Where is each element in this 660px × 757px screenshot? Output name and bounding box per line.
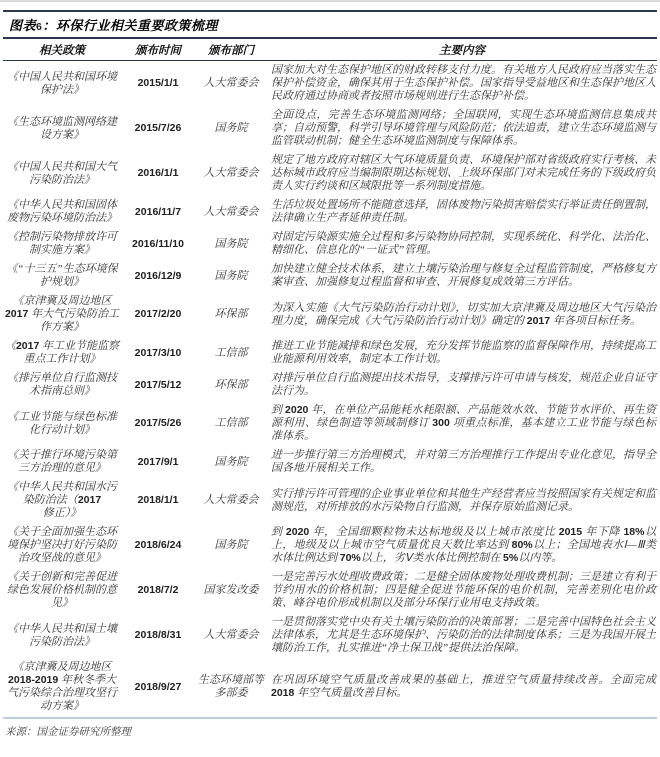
figure-title: 图表6：环保行业相关重要政策梳理 <box>9 18 218 33</box>
table-row <box>3 61 657 107</box>
column-header-date: 颁布时间 <box>121 39 195 61</box>
dept-cell: 环保部 <box>214 378 248 391</box>
content-cell: 国家加大对生态保护地区的财政转移支付力度。有关地方人民政府应当落实生态保护补偿资金，确保其用于生态保护补偿。国家指导受益地区和生态保护地区人民政府通过协商或者按照市场规则进行生态保护补偿。 <box>271 64 656 102</box>
column-header-dept: 颁布部门 <box>195 39 267 61</box>
policy-cell: 《关于推行环境污染第三方治理的意见》 <box>7 449 117 474</box>
policy-cell: 《中华人民共和国水污染防治法（2017 修正）》 <box>7 481 117 519</box>
policy-table-body <box>3 61 657 717</box>
policy-cell: 《“十三五”生态环境保护规划》 <box>6 263 118 288</box>
policy-cell: 《中华人民共和国固体废物污染环境防治法》 <box>7 199 117 224</box>
table-row <box>3 658 657 716</box>
content-cell: 生活垃圾处置场所不能随意选择，固体废物污染损害赔偿实行举证责任倒置制，法律确立生产者延伸责任制。 <box>271 199 656 224</box>
table-row <box>3 337 657 369</box>
column-header-content: 主要内容 <box>267 39 657 61</box>
table-row <box>3 613 657 658</box>
content-cell: 对排污单位自行监测提出技术指导，支撑排污许可申请与核发，规范企业自证守法行为。 <box>271 372 656 397</box>
source-row <box>3 717 657 740</box>
table-row <box>3 228 657 260</box>
date-cell: 2016/12/9 <box>134 269 182 282</box>
dept-cell: 工信部 <box>214 346 248 359</box>
policy-cell: 《工业节能与绿色标准化行动计划》 <box>7 410 117 436</box>
table-row <box>3 292 657 337</box>
dept-cell: 国家发改委 <box>203 584 259 596</box>
date-cell: 2017/3/10 <box>134 346 182 359</box>
policy-cell: 《中国人民共和国大气污染防治法》 <box>7 160 117 186</box>
table-row <box>3 478 657 523</box>
dept-cell: 国务院 <box>214 122 248 134</box>
content-cell: 在巩固环境空气质量改善成果的基础上，推进空气质量持续改善。全面完成 2018 年空气质量改善目标。 <box>271 674 656 699</box>
table-row <box>3 260 657 292</box>
date-cell: 2017/5/26 <box>134 417 182 429</box>
policy-cell: 《中国人民共和国环境保护法》 <box>7 70 117 96</box>
policy-cell: 《2017 年工业节能监察重点工作计划》 <box>4 340 120 365</box>
column-header-policy: 相关政策 <box>3 39 121 61</box>
date-cell: 2018/8/31 <box>134 629 182 641</box>
content-cell: 规定了地方政府对辖区大气环境质量负责、环境保护部对省级政府实行考核、未达标城市政府应当编制限期达标规划、上级环保部门对未完成任务的下级政府负责人实行约谈和区域限批等一系列制度措施。 <box>271 154 656 192</box>
policy-cell: 《排污单位自行监测技术指南总则》 <box>7 372 117 397</box>
content-cell: 实行排污许可管理的企业事业单位和其他生产经营者应当按照国家有关规定和监测规范，对所排放的水污染物自行监测，并保存原始监测记录。 <box>271 487 656 513</box>
dept-cell: 环保部 <box>214 308 248 320</box>
dept-cell: 国务院 <box>214 455 248 468</box>
date-cell: 2018/6/24 <box>134 539 182 551</box>
content-cell: 为深入实施《大气污染防治行动计划》，切实加大京津冀及周边地区大气污染治理力度，确保完成《大气污染防治行动计划》确定的 2017 年各项目标任务。 <box>271 301 656 327</box>
table-row <box>3 151 657 196</box>
dept-cell: 人大常委会 <box>203 205 259 218</box>
content-cell: 对固定污染源实施全过程和多污染物协同控制，实现系统化、科学化、法治化、精细化、信息化的“一证式”管理。 <box>271 231 656 256</box>
dept-cell: 人大常委会 <box>203 77 259 89</box>
figure-block <box>3 10 657 740</box>
content-cell: 加快建立健全技术体系，建立土壤污染治理与修复全过程监管制度，严格修复方案审查、加强修复过程监督和审查、开展修复成效第三方评估。 <box>271 263 656 288</box>
table-row <box>3 568 657 613</box>
content-cell: 一是贯彻落实党中央有关土壤污染防治的决策部署；二是完善中国特色社会主义法律体系，尤其是生态环境保护、污染防治的法律制度体系；三是为我国开展土壤防治工作，扎实推进“净土保卫战”提供法治保障。 <box>271 616 656 654</box>
figure-title-row <box>3 10 657 39</box>
policy-cell: 《控制污染物排放许可制实施方案》 <box>7 231 117 256</box>
date-cell: 2016/11/7 <box>134 205 182 218</box>
date-cell: 2017/9/1 <box>137 455 179 468</box>
content-cell: 进一步推行第三方治理模式，并对第三方治理推行工作提出专业化意见，指导全国各地开展相关工作。 <box>271 449 656 474</box>
date-cell: 2015/1/1 <box>137 77 179 89</box>
date-cell: 2018/7/2 <box>137 584 179 596</box>
dept-cell: 人大常委会 <box>203 629 259 641</box>
dept-cell: 工信部 <box>214 417 248 429</box>
policy-cell: 《中华人民共和国土壤污染防治法》 <box>7 622 117 648</box>
policy-cell: 《生态环境监测网络建设方案》 <box>7 115 117 141</box>
content-cell: 到 2020 年，在单位产品能耗水耗限额、产品能效水效、节能节水评价、再生资源利用、绿色制造等领域制修订 300 项重点标准，基本建立工业节能与绿色标准体系。 <box>271 404 657 442</box>
table-row <box>3 446 657 478</box>
date-cell: 2017/5/12 <box>134 378 182 391</box>
dept-cell: 国务院 <box>214 269 248 282</box>
date-cell: 2015/7/26 <box>134 122 182 134</box>
table-header-row <box>3 39 657 61</box>
table-row <box>3 106 657 151</box>
dept-cell: 人大常委会 <box>203 167 259 179</box>
policy-cell: 《关于创新和完善促进绿色发展价格机制的意见》 <box>7 571 117 609</box>
policy-cell: 《关于全面加强生态环境保护坚决打好污染防治攻坚战的意见》 <box>7 526 117 564</box>
dept-cell: 生态环境部等多部委 <box>198 674 264 699</box>
content-cell: 一是完善污水处理收费政策；二是健全固体废物处理收费机制；三是建立有利于节约用水的价格机制；四是健全促进节能环保的电价机制，完善差别化电价政策、峰谷电价形成机制以及部分环保行业用电支持政策。 <box>271 571 656 609</box>
policy-cell: 《京津冀及周边地区 2018-2019 年秋冬季大气污染综合治理攻坚行动方案》 <box>7 661 117 712</box>
policy-table <box>3 39 657 716</box>
dept-cell: 人大常委会 <box>203 494 259 506</box>
content-cell: 全面设点，完善生态环境监测网络；全国联网，实现生态环境监测信息集成共享；自动预警，科学引导环境管理与风险防范；依法追责，建立生态环境监测与监管联动机制；健全生态环境监测制度与保障体系。 <box>271 109 656 147</box>
table-row <box>3 401 657 446</box>
date-cell: 2018/9/27 <box>134 680 182 693</box>
policy-cell: 《京津冀及周边地区 2017 年大气污染防治工作方案》 <box>4 295 120 333</box>
date-cell: 2017/2/20 <box>134 308 182 320</box>
table-row <box>3 523 657 568</box>
table-row <box>3 369 657 401</box>
content-cell: 推进工业节能减排和绿色发展，充分发挥节能监察的监督保障作用，持续提高工业能源利用效率，制定本工作计划。 <box>271 340 656 365</box>
dept-cell: 国务院 <box>214 539 248 551</box>
date-cell: 2018/1/1 <box>137 494 179 506</box>
date-cell: 2016/1/1 <box>137 167 179 179</box>
source-note: 来源：国金证券研究所整理 <box>5 727 131 738</box>
table-row <box>3 196 657 228</box>
date-cell: 2016/11/10 <box>132 237 184 250</box>
content-cell: 到 2020 年，全国细颗粒物未达标地级及以上城市浓度比 2015 年下降 18%以上，地级及以上城市空气质量优良天数比率达到 80%以上；全国地表水Ⅰ—Ⅲ类水体比例达到 70%以上，劣Ⅴ类水体比例控制在 5%以内等。 <box>271 526 657 564</box>
dept-cell: 国务院 <box>214 237 248 250</box>
